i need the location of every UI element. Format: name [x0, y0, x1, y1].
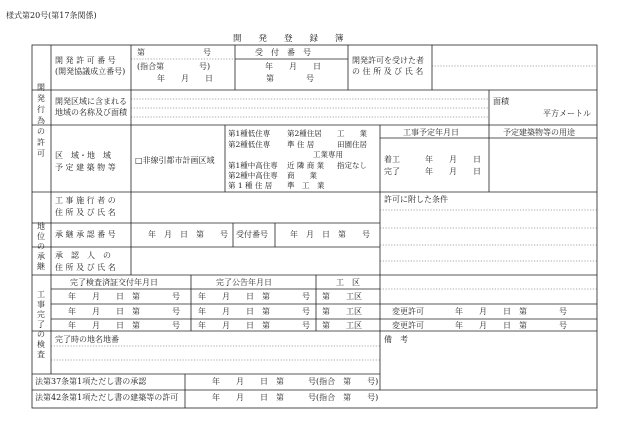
permit-number-label: 開 発 許 可 番 号: [55, 56, 116, 65]
zone-col3-3: 指定なし: [337, 161, 367, 170]
schedule-title: 工事予定年月日: [403, 128, 459, 137]
receipt-date: 年 月 日: [265, 62, 321, 71]
non-city-checkbox[interactable]: □非線引都市計画区域: [135, 156, 215, 165]
permit-shigo: (指合第: [137, 62, 165, 71]
receipt-number: 第 号: [266, 74, 314, 83]
contractor-sublabel: 住 所 及 び 氏 名: [55, 208, 116, 217]
completion-row3-col3: 第 工区: [322, 321, 362, 330]
form-title: 開 発 登 録 簿: [233, 34, 344, 44]
completion-row1-col2: 年 月 日 第 号: [198, 292, 310, 301]
area-unit: 平方メートル: [543, 109, 591, 118]
article37-value: 年 月 日 第 号(指合 第 号): [212, 377, 379, 386]
schedule-end-date: 年 月 日: [425, 167, 481, 176]
completion-location-label: 完了時の地名地番: [55, 335, 119, 344]
completion-row1-col3: 第 工区: [322, 292, 362, 301]
completion-row3-col2: 年 月 日 第 号: [198, 321, 310, 330]
completion-row3-col1: 年 月 日 第 号: [68, 321, 180, 330]
receipt-title: 受 付 番 号: [255, 48, 311, 57]
permit-dai: 第: [137, 48, 145, 57]
completion-col3-title: 工 区: [336, 278, 360, 287]
completion-col1-title: 完了検査済証交付年月日: [70, 278, 158, 287]
permit-go: 号: [203, 48, 211, 57]
completion-col2-title: 完了公告年月日: [216, 278, 272, 287]
change-permit-2-date: 年 月 日 第 号: [455, 321, 567, 330]
completion-row2-col1: 年 月 日 第 号: [68, 307, 180, 316]
zone-col1-1: 第2種低住専: [228, 140, 271, 149]
zone-col3-0: 工 業: [337, 129, 367, 138]
contractor-label: 工 事 施 行 者 の: [55, 196, 116, 205]
area-label: 開発区域に含まれる: [55, 97, 127, 106]
area-sublabel: 地域の名称及び面積: [55, 108, 127, 117]
zone-col3-2: 工業専用: [313, 150, 343, 159]
successor-sublabel: 住 所 及 び 氏 名: [55, 263, 116, 272]
schedule-start-label: 着工: [384, 155, 400, 164]
permit-go-close: 号): [199, 62, 211, 71]
zone-col1-5: 第 1 種 住 居: [228, 181, 273, 190]
zone-col2-1: 準 住 居: [287, 140, 315, 149]
succession-receipt-date: 年 月 日 第 号: [290, 230, 370, 239]
change-permit-2-label: 変更許可: [392, 321, 424, 330]
succession-receipt-label: 受付番号: [236, 230, 268, 239]
change-permit-1-label: 変更許可: [392, 307, 424, 316]
zone-col3-1: 田園住居: [337, 140, 367, 149]
change-permit-1-date: 年 月 日 第 号: [455, 307, 567, 316]
schedule-end-label: 完了: [384, 167, 400, 176]
area-menseki: 面積: [493, 97, 509, 106]
section-label-permit: 開 発 行 為 の 許 可: [37, 83, 45, 158]
planned-use-title: 予定建築物等の用途: [503, 128, 575, 137]
zone-col1-4: 第2種中高住専: [228, 171, 278, 180]
section-label-completion: 工 事 完 了 の 検 査: [37, 290, 45, 359]
zone-col2-3: 近 隣 商 業: [287, 161, 325, 170]
remarks-label: 備 考: [384, 335, 408, 344]
conditions-label: 許可に附した条件: [384, 195, 448, 204]
successor-label: 承 認 人 の: [55, 251, 111, 260]
permit-date: 年 月 日: [157, 74, 213, 83]
succession-approval-date: 年 月 日 第 号: [148, 230, 228, 239]
zone-col1-3: 第1種中高住専: [228, 161, 278, 170]
completion-row1-col1: 年 月 日 第 号: [68, 292, 180, 301]
recipient-label: 開発許可を受けた者: [352, 56, 424, 65]
zoning-sublabel: 予 定 建 築 物 等: [55, 163, 116, 172]
recipient-sublabel: の 住 所 及 び 氏 名: [352, 67, 424, 76]
zoning-label: 区 域・地 域: [55, 151, 111, 160]
succession-approval-label: 承 継 承 認 番 号: [55, 230, 116, 239]
zone-col2-5: 準 工 業: [287, 181, 325, 190]
completion-row2-col3: 第 工区: [322, 307, 362, 316]
article42-value: 年 月 日 第 号(指合 第 号): [212, 393, 379, 402]
zone-col2-4: 商 業: [287, 171, 317, 180]
article42-label: 法第42条第1項ただし書の建築等の許可: [35, 393, 179, 402]
section-label-succession: 地 位 の 承 継: [37, 222, 45, 271]
completion-row2-col2: 年 月 日 第 号: [198, 307, 310, 316]
schedule-start-date: 年 月 日: [425, 155, 481, 164]
zone-col1-0: 第1種低住専: [228, 129, 271, 138]
article37-label: 法第37条第1項ただし書の承認: [35, 377, 147, 386]
permit-number-sublabel: (開発協議成立番号): [55, 67, 126, 76]
form-number: 様式第20号(第17条関係): [6, 11, 97, 20]
zone-col2-0: 第2種住居: [287, 129, 322, 138]
